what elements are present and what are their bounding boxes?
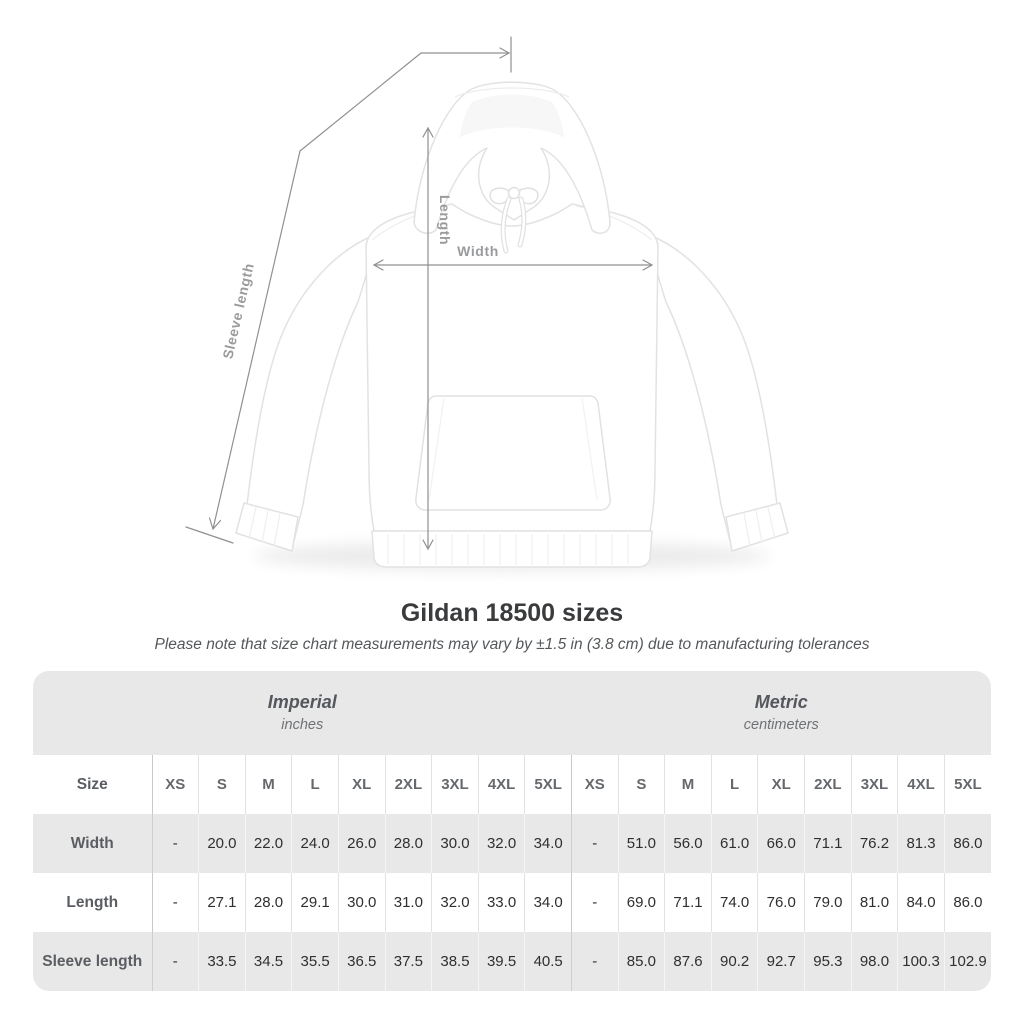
hoodie-pocket <box>416 396 610 510</box>
measurement-value-cell: 22.0 <box>245 814 292 873</box>
measurement-value-cell: 84.0 <box>898 873 945 932</box>
size-col-header: S <box>618 755 665 814</box>
measurement-value-cell: 81.3 <box>898 814 945 873</box>
chart-title: Gildan 18500 sizes <box>400 599 624 627</box>
measurement-value-cell: 86.0 <box>944 814 991 873</box>
size-chart-table <box>33 671 991 991</box>
measurement-value-cell: 61.0 <box>711 814 758 873</box>
size-header-label: Size <box>76 775 108 793</box>
measurement-value-cell: 71.1 <box>665 873 712 932</box>
measurement-value-cell: - <box>571 873 618 932</box>
measurement-value-cell: 56.0 <box>665 814 712 873</box>
unit-group-imperial <box>33 671 571 755</box>
measurement-value-cell: 90.2 <box>711 932 758 991</box>
unit-group-name: Metric <box>754 692 808 713</box>
measurement-value-cell: 69.0 <box>618 873 665 932</box>
measurement-value-cell: 87.6 <box>665 932 712 991</box>
width-label: Width <box>457 243 499 259</box>
measurement-value-cell: - <box>152 814 199 873</box>
measurement-value-cell: 27.1 <box>199 873 246 932</box>
sleeve-length-label: Sleeve length <box>219 261 257 361</box>
size-col-header: 4XL <box>898 755 945 814</box>
measurement-value-cell: 37.5 <box>385 932 432 991</box>
measurement-value-cell: 32.0 <box>478 814 525 873</box>
size-col-header: M <box>665 755 712 814</box>
measurement-value-cell: 66.0 <box>758 814 805 873</box>
measurement-value-cell: - <box>571 814 618 873</box>
measurement-value-cell: 26.0 <box>338 814 385 873</box>
measurement-value-cell: 30.0 <box>338 873 385 932</box>
measurement-value-cell: 40.5 <box>525 932 572 991</box>
measurement-value-cell: 34.0 <box>525 814 572 873</box>
size-col-header: XS <box>152 755 199 814</box>
measurement-row <box>33 814 991 873</box>
measurement-value-cell: 31.0 <box>385 873 432 932</box>
unit-group-unit: centimeters <box>743 716 819 733</box>
measurement-value-cell: - <box>571 932 618 991</box>
measurement-row <box>33 932 991 991</box>
measurement-value-cell: 34.0 <box>525 873 572 932</box>
tolerance-note: Please note that size chart measurements may vary by ±1.5 in (3.8 cm) due to manufacturing tolerances <box>154 636 870 653</box>
measurement-value-cell: 28.0 <box>385 814 432 873</box>
measurement-value-cell: - <box>152 873 199 932</box>
measurement-value-cell: 30.0 <box>432 814 479 873</box>
length-label: Length <box>437 194 453 246</box>
measurement-row-label: Width <box>33 814 152 873</box>
unit-group-unit: inches <box>281 716 324 733</box>
size-col-header: L <box>292 755 339 814</box>
measurement-value-cell: 51.0 <box>618 814 665 873</box>
measurement-value-cell: 100.3 <box>898 932 945 991</box>
hoodie-waistband <box>372 531 652 567</box>
measurement-value-cell: 20.0 <box>199 814 246 873</box>
measurement-value-cell: 38.5 <box>432 932 479 991</box>
measurement-value-cell: 95.3 <box>805 932 852 991</box>
measurement-value-cell: 39.5 <box>478 932 525 991</box>
hoodie-left-sleeve <box>244 236 372 542</box>
measurement-value-cell: 24.0 <box>292 814 339 873</box>
measurement-value-cell: 102.9 <box>944 932 991 991</box>
measurement-row-label: Length <box>66 893 119 911</box>
size-col-header: XL <box>758 755 805 814</box>
measurement-value-cell: 36.5 <box>338 932 385 991</box>
size-col-header: 2XL <box>385 755 432 814</box>
measurement-value-cell: 35.5 <box>292 932 339 991</box>
measurement-value-cell: 86.0 <box>944 873 991 932</box>
unit-group-name: Imperial <box>267 692 337 713</box>
measurement-value-cell: 81.0 <box>851 873 898 932</box>
measurement-value-cell: 76.0 <box>758 873 805 932</box>
measurement-value-cell: 34.5 <box>245 932 292 991</box>
size-col-header: 5XL <box>525 755 572 814</box>
measurement-row <box>33 873 991 932</box>
size-col-header: M <box>245 755 292 814</box>
size-col-header: 3XL <box>851 755 898 814</box>
measurement-value-cell: 33.5 <box>199 932 246 991</box>
measurement-value-cell: 98.0 <box>851 932 898 991</box>
size-col-header: 5XL <box>944 755 991 814</box>
measurement-value-cell: 74.0 <box>711 873 758 932</box>
size-col-header: 4XL <box>478 755 525 814</box>
size-col-header: L <box>711 755 758 814</box>
size-col-header: XS <box>571 755 618 814</box>
size-col-header: 3XL <box>432 755 479 814</box>
measurement-value-cell: 28.0 <box>245 873 292 932</box>
unit-band-row <box>33 671 991 755</box>
unit-group-metric <box>571 671 991 755</box>
size-table <box>33 671 991 991</box>
measurement-value-cell: 76.2 <box>851 814 898 873</box>
hoodie-illustration <box>236 82 788 567</box>
measurement-value-cell: 85.0 <box>618 932 665 991</box>
size-header-row <box>33 755 991 814</box>
measurement-value-cell: 33.0 <box>478 873 525 932</box>
measurement-row-label: Sleeve length <box>33 932 152 991</box>
measurement-value-cell: 32.0 <box>432 873 479 932</box>
measurement-value-cell: - <box>152 932 199 991</box>
size-col-header: XL <box>338 755 385 814</box>
size-col-header: S <box>199 755 246 814</box>
measurement-value-cell: 79.0 <box>805 873 852 932</box>
size-col-header: 2XL <box>805 755 852 814</box>
measurement-value-cell: 71.1 <box>805 814 852 873</box>
hoodie-right-sleeve <box>652 236 780 542</box>
measurement-value-cell: 92.7 <box>758 932 805 991</box>
measurement-value-cell: 29.1 <box>292 873 339 932</box>
